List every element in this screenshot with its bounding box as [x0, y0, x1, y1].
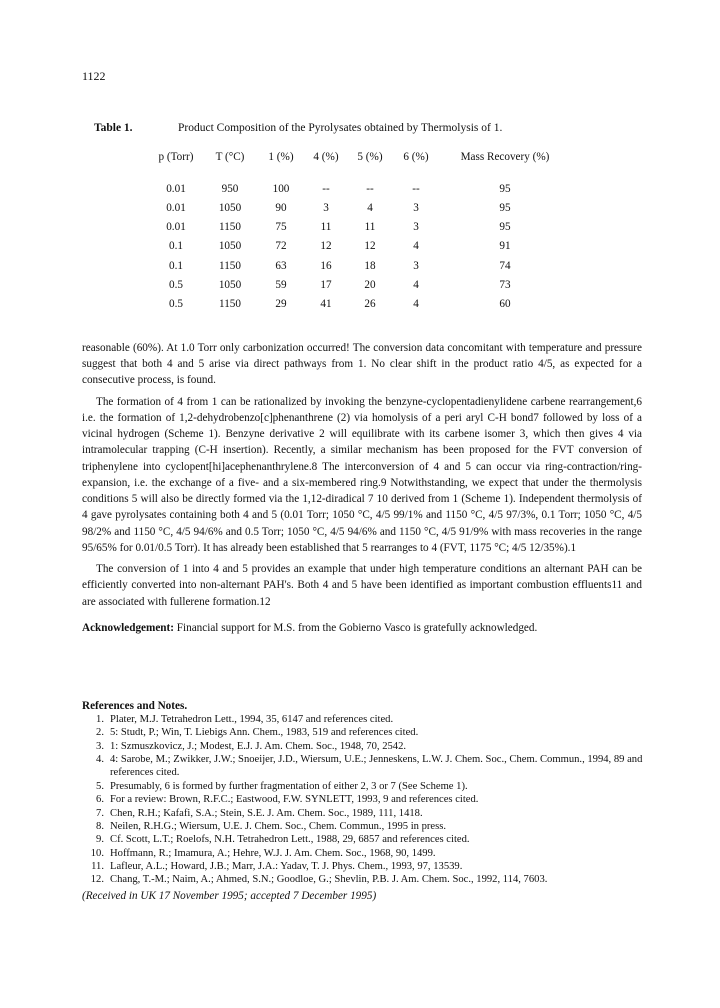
table-cell: 3	[323, 201, 329, 214]
reference-text: Presumably, 6 is formed by further fragmentation of either 2, 3 or 7 (See Scheme 1).	[110, 780, 468, 792]
reference-item	[82, 860, 652, 873]
table-caption	[94, 120, 654, 137]
table-row	[150, 237, 570, 256]
reference-text: Chang, T.-M.; Naim, A.; Ahmed, S.N.; Goodloe, G.; Shevlin, P.B. J. Am. Chem. Soc., 1992, 114, 7603.	[110, 874, 548, 886]
table-cell: 17	[320, 279, 332, 292]
table-cell: 11	[364, 221, 376, 234]
table-cell: 12	[364, 240, 376, 253]
paragraph-conclusion: The conversion of 1 into 4 and 5 provides an example that under high temperature conditions an alternant PAH can be efficiently converted into non-alternant PAH's. Both 4 and 5 have been identified as important combustion effluents11 and are associated with fullerene formation.12	[82, 563, 642, 608]
reference-number: 4.	[96, 754, 104, 766]
table-row	[150, 275, 570, 294]
reference-item	[82, 807, 652, 820]
table-cell: 1150	[219, 298, 241, 311]
table-cell: 95	[499, 201, 511, 214]
table-row	[150, 218, 570, 237]
table-caption-text: Product Composition of the Pyrolysates obtained by Thermolysis of 1.	[178, 122, 503, 134]
table-header-row	[150, 143, 570, 171]
reference-text: Lafleur, A.L.; Howard, J.B.; Marr, J.A.: Yadav, T. J. Phys. Chem., 1993, 97, 13539.	[110, 860, 463, 872]
table-cell: 74	[499, 259, 511, 272]
reference-number: 12.	[90, 874, 104, 886]
acknowledgement-label: Acknowledgement:	[82, 621, 174, 634]
table-cell: 0.5	[169, 279, 183, 292]
table-cell: --	[366, 182, 374, 195]
table-cell: 4	[413, 279, 419, 292]
reference-text: For a review: Brown, R.F.C.; Eastwood, F.W. SYNLETT, 1993, 9 and references cited.	[110, 794, 479, 806]
reference-item	[82, 753, 652, 780]
table-cell: 1150	[219, 221, 241, 234]
received-dates: (Received in UK 17 November 1995; accepted 7 December 1995)	[82, 890, 377, 902]
table-cell: 12	[320, 240, 332, 253]
table-row	[150, 256, 570, 275]
reference-text: 4: Sarobe, M.; Zwikker, J.W.; Snoeijer, J.D., Wiersum, U.E.; Jenneskens, L.W. J. Chem. Soc., Chem. Commun., 1994, 89 and references cited.	[110, 754, 643, 779]
table-cell: 63	[275, 259, 287, 272]
table-cell: 16	[320, 259, 332, 272]
reference-text: Cf. Scott, L.T.; Roelofs, N.H. Tetrahedron Lett., 1988, 29, 6857 and references cited.	[110, 834, 470, 846]
table-cell: 0.5	[169, 298, 183, 311]
table-cell: 20	[364, 279, 376, 292]
table-cell: 29	[275, 298, 287, 311]
table-cell: 3	[413, 221, 419, 234]
table-cell: 1150	[219, 259, 241, 272]
table-cell: 4	[413, 240, 419, 253]
table-cell: 26	[364, 298, 376, 311]
reference-item	[82, 793, 652, 806]
table-cell: 0.1	[169, 259, 183, 272]
reference-text: Hoffmann, R.; Imamura, A.; Hehre, W.J. J. Am. Chem. Soc., 1968, 90, 1499.	[110, 847, 436, 859]
table-cell: 1050	[218, 201, 242, 214]
table-label: Table 1.	[94, 122, 133, 134]
reference-number: 6.	[96, 794, 104, 806]
reference-item	[82, 780, 652, 793]
table-cell: 3	[413, 259, 419, 272]
table-cell: 4	[413, 298, 419, 311]
reference-item	[82, 820, 652, 833]
table-cell: 73	[499, 279, 511, 292]
col-header-pressure: p (Torr)	[158, 150, 194, 163]
reference-number: 2.	[96, 727, 104, 739]
acknowledgement-text: Financial support for M.S. from the Gobierno Vasco is gratefully acknowledged.	[176, 621, 538, 634]
table-cell: 950	[221, 182, 239, 195]
reference-number: 5.	[96, 780, 104, 792]
table-cell: 11	[320, 221, 332, 234]
reference-text: Chen, R.H.; Kafafi, S.A.; Stein, S.E. J. Am. Chem. Soc., 1989, 111, 1418.	[110, 807, 423, 819]
table-cell: 1050	[218, 279, 242, 292]
table-cell: 4	[367, 201, 373, 214]
table-cell: 95	[499, 221, 511, 234]
reference-number: 9.	[96, 834, 104, 846]
table-cell: --	[322, 182, 330, 195]
table-cell: 91	[499, 240, 511, 253]
references-section	[82, 699, 652, 887]
reference-number: 1.	[96, 714, 104, 726]
reference-number: 3.	[96, 740, 104, 752]
table-cell: 0.01	[166, 182, 186, 195]
col-header-compound-4: 4 (%)	[313, 150, 339, 163]
table-cell: 59	[275, 279, 287, 292]
table-cell: 41	[320, 298, 332, 311]
table-cell: 0.01	[166, 221, 186, 234]
reference-item	[82, 847, 652, 860]
col-header-compound-6: 6 (%)	[403, 150, 429, 163]
reference-text: 5: Studt, P.; Win, T. Liebigs Ann. Chem., 1983, 519 and references cited.	[110, 727, 419, 739]
col-header-compound-1: 1 (%)	[268, 150, 294, 163]
body-text	[82, 340, 642, 641]
reference-item	[82, 726, 652, 739]
reference-number: 10.	[90, 847, 104, 859]
table-cell: 100	[272, 182, 290, 195]
reference-number: 11.	[91, 860, 104, 872]
paragraph-conversion-data: reasonable (60%). At 1.0 Torr only carbonization occurred! The conversion data concomitant with temperature and pressure suggest that both 4 and 5 arise via direct pathways from 1. No clear shift in the product ratio 4/5, as expected for a consecutive process, is found.	[82, 342, 642, 387]
col-header-compound-5: 5 (%)	[357, 150, 383, 163]
table-cell: 60	[499, 298, 511, 311]
table-cell: 75	[275, 221, 287, 234]
reference-number: 7.	[96, 807, 104, 819]
col-header-mass-recovery: Mass Recovery (%)	[460, 150, 550, 163]
reference-text: 1: Szmuszkovicz, J.; Modest, E.J. J. Am. Chem. Soc., 1948, 70, 2542.	[110, 740, 407, 752]
reference-item	[82, 713, 652, 726]
table-cell: 0.1	[169, 240, 183, 253]
references-title: References and Notes.	[82, 700, 188, 712]
table-cell: 90	[275, 201, 287, 214]
table-row	[150, 198, 570, 217]
table-cell: 0.01	[166, 201, 186, 214]
page-number: 1122	[82, 69, 106, 83]
table-cell: 72	[275, 240, 287, 253]
reference-text: Neilen, R.H.G.; Wiersum, U.E. J. Chem. Soc., Chem. Commun., 1995 in press.	[110, 820, 447, 832]
reference-item	[82, 873, 652, 886]
table-cell: 1050	[218, 240, 242, 253]
reference-item	[82, 833, 652, 846]
table-row	[150, 295, 570, 314]
acknowledgement	[82, 620, 642, 636]
paragraph-mechanism: The formation of 4 from 1 can be rationalized by invoking the benzyne-cyclopentadienylidene carbene rearrangement,6 i.e. the formation of 1,2-dehydrobenzo[c]phenanthrene (2) via homolysis of a peri aryl C-H bond7 followed by loss of a vicinal hydrogen (Scheme 1). Benzyne derivative 2 will equilibrate with its carbene isomer 3, which then gives 4 via intramolecular trapping (C-H insertion). Recently, a similar mechanism has been proposed for the FVT conversion of triphenylene into cyclopent[hi]acephenanthrylene.8 The interconversion of 4 and 5 can occur via ring-contraction/ring-expansion, i.e. the exchange of a five- and a six-membered ring.9 Notwithstanding, we expect that under the thermolysis conditions 5 will also be directly formed via the 1,12-diradical 7 10 derived from 1 (Scheme 1). Independent thermolysis of 4 gave pyrolysates containing both 4 and 5 (0.01 Torr; 1050 °C, 4/5 99/1% and 1150 °C, 4/5 97/3%, 0.1 Torr; 1050 °C, 4/5 98/2% and 1150 °C, 4/5 94/6% and 0.5 Torr; 1050 °C, 4/5 94/6% and 1150 °C, 4/5 91/9% with mass recoveries in the range 95/65% for 0.01/0.5 Torr). It has already been established that 5 rearranges to 4 (FVT, 1175 °C; 4/5 12/35%).1	[82, 395, 642, 554]
table-cell: 95	[499, 182, 511, 195]
reference-text: Plater, M.J. Tetrahedron Lett., 1994, 35, 6147 and references cited.	[110, 714, 394, 726]
results-table	[150, 143, 570, 314]
table-cell: 3	[413, 201, 419, 214]
col-header-temperature: T (°C)	[215, 150, 245, 163]
reference-number: 8.	[96, 820, 104, 832]
table-cell: 18	[364, 259, 376, 272]
reference-item	[82, 740, 652, 753]
table-cell: --	[412, 182, 420, 195]
table-row	[150, 171, 570, 198]
